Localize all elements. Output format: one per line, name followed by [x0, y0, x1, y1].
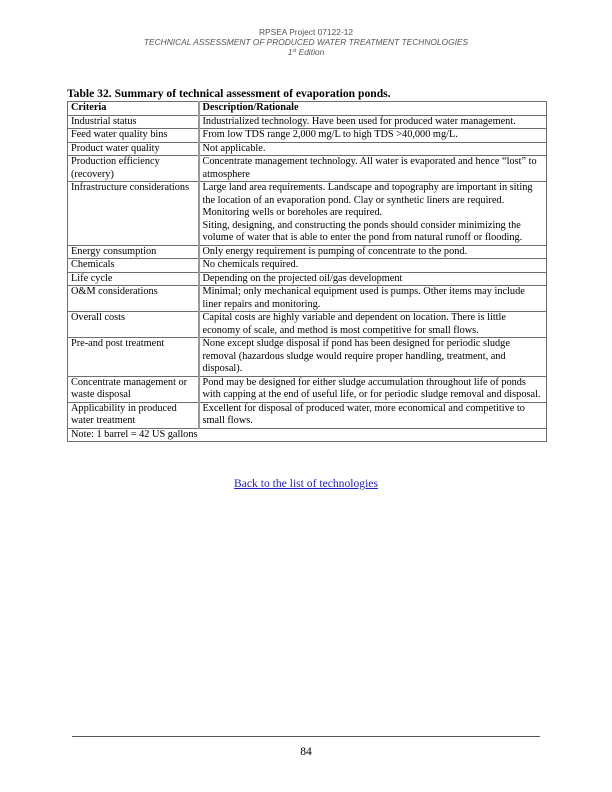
description-paragraph: Depending on the projected oil/gas development [202, 272, 403, 284]
criteria-cell: Concentrate management or waste disposal [68, 376, 199, 402]
description-paragraph: From low TDS range 2,000 mg/L to high TDS >40,000 mg/L. [202, 129, 458, 140]
table-row [68, 259, 547, 273]
criteria-cell: Chemicals [68, 259, 199, 273]
edition-suffix: st [292, 48, 297, 54]
project-id: RPSEA Project 07122-12 [258, 27, 354, 37]
description-cell [199, 376, 547, 402]
description-cell [199, 259, 547, 273]
description-cell [199, 272, 547, 286]
table-row [68, 245, 547, 259]
criteria-cell: Production efficiency (recovery) [68, 156, 199, 182]
edition-number: 1 [287, 47, 293, 57]
description-paragraph: None except sludge disposal if pond has been designed for periodic sludge removal (hazardous sludge would require proper handling, treatment, and disposal). [202, 338, 510, 374]
table-row [68, 338, 547, 377]
description-cell [199, 286, 547, 312]
table-row [68, 376, 547, 402]
table-header-row [68, 102, 547, 116]
table-row [68, 129, 547, 143]
criteria-cell: Overall costs [68, 312, 199, 338]
page-header [0, 27, 612, 57]
description-paragraph: Minimal; only mechanical equipment used is pumps. Other items may include liner repairs and monitoring. [202, 286, 525, 310]
description-cell [199, 245, 547, 259]
criteria-cell: O&M considerations [68, 286, 199, 312]
footer-divider [72, 736, 540, 737]
table-row [68, 402, 547, 428]
edition-word: Edition [298, 47, 325, 57]
table-row [68, 286, 547, 312]
description-paragraph: Concentrate management technology. All water is evaporated and hence “lost” to atmosphere [202, 156, 537, 180]
description-paragraph: Pond may be designed for either sludge accumulation throughout life of ponds with capping at the end of useful life, or for periodic sludge removal and disposal. [202, 376, 541, 400]
description-cell [199, 182, 547, 246]
description-cell [199, 156, 547, 182]
criteria-cell: Life cycle [68, 272, 199, 286]
criteria-cell: Energy consumption [68, 245, 199, 259]
table-row [68, 115, 547, 129]
criteria-cell: Feed water quality bins [68, 129, 199, 143]
description-paragraph: Industrialized technology. Have been used for produced water management. [202, 115, 516, 127]
assessment-table [67, 101, 547, 442]
column-header-description: Description/Rationale [199, 102, 547, 116]
description-cell [199, 338, 547, 377]
description-paragraph: Large land area requirements. Landscape and topography are important in siting the location of an evaporation pond. Clay or synthetic liners are required. Monitoring wells or boreholes are required. [202, 182, 533, 218]
edition [0, 47, 612, 57]
description-cell [199, 129, 547, 143]
criteria-cell: Pre-and post treatment [68, 338, 199, 377]
criteria-cell: Product water quality [68, 142, 199, 156]
column-header-criteria: Criteria [68, 102, 199, 116]
table-caption: Table 32. Summary of technical assessment of evaporation ponds. [67, 87, 391, 100]
description-paragraph: Siting, designing, and constructing the ponds should consider minimizing the volume of water that is able to enter the pond from natural runoff or flooding. [202, 219, 523, 243]
table-note-row [68, 428, 547, 442]
description-paragraph: Only energy requirement is pumping of concentrate to the pond. [202, 245, 468, 257]
table-row [68, 142, 547, 156]
back-to-technologies-link[interactable]: Back to the list of technologies [234, 477, 378, 490]
table-row [68, 272, 547, 286]
table-row [68, 156, 547, 182]
description-cell [199, 402, 547, 428]
back-link-container [0, 477, 612, 490]
criteria-cell: Infrastructure considerations [68, 182, 199, 246]
document-title: TECHNICAL ASSESSMENT OF PRODUCED WATER TREATMENT TECHNOLOGIES [143, 37, 469, 47]
criteria-cell: Industrial status [68, 115, 199, 129]
description-paragraph: No chemicals required. [202, 259, 299, 270]
description-paragraph: Not applicable. [202, 142, 266, 154]
page-number: 84 [300, 745, 312, 758]
table-row [68, 182, 547, 246]
criteria-cell: Applicability in produced water treatment [68, 402, 199, 428]
description-paragraph: Excellent for disposal of produced water, more economical and competitive to small flows. [202, 402, 525, 426]
description-paragraph: Capital costs are highly variable and dependent on location. There is little economy of scale, and method is most competitive for small flows. [202, 312, 506, 336]
description-cell [199, 115, 547, 129]
description-cell [199, 312, 547, 338]
description-cell [199, 142, 547, 156]
table-note: Note: 1 barrel = 42 US gallons [68, 428, 547, 442]
table-row [68, 312, 547, 338]
